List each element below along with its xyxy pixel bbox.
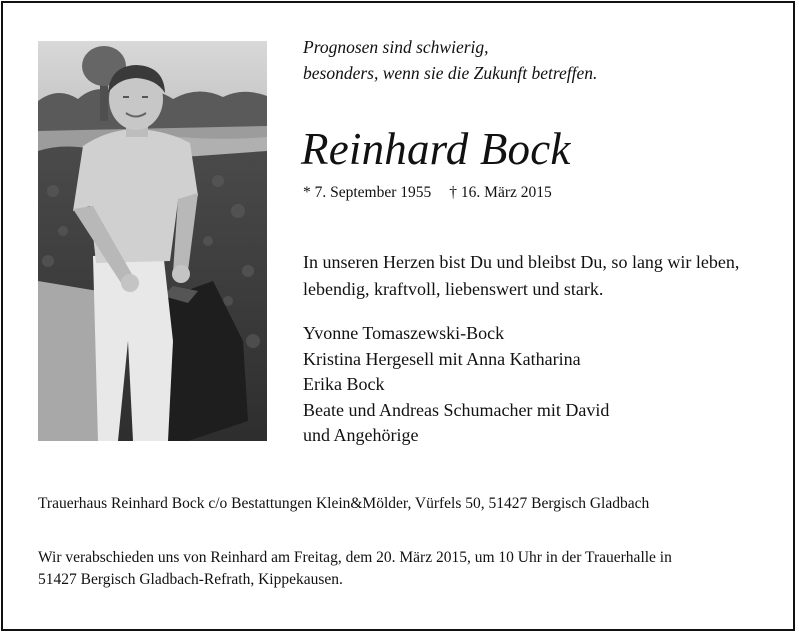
birth-date: * 7. September 1955 [303, 184, 432, 201]
epigraph-quote [303, 34, 597, 86]
mourning-house-address: Trauerhaus Reinhard Bock c/o Bestattungen Klein&Mölder, Vürfels 50, 51427 Bergisch Gladbach [38, 495, 650, 512]
mourner-item: Yvonne Tomaszewski-Bock [303, 323, 505, 343]
quote-line: Prognosen sind schwierig, [303, 37, 489, 57]
verse-line: lebendig, kraftvoll, liebenswert und stark. [303, 279, 604, 299]
service-announcement [38, 547, 672, 591]
death-date: † 16. März 2015 [449, 184, 552, 201]
mourner-item: und Angehörige [303, 425, 419, 445]
portrait-photo [38, 41, 267, 441]
quote-line: besonders, wenn sie die Zukunft betreffen. [303, 63, 598, 83]
mourners-list [303, 321, 609, 449]
service-line: 51427 Bergisch Gladbach-Refrath, Kippekausen. [38, 571, 343, 588]
deceased-name: Reinhard Bock [301, 124, 571, 174]
mourner-item: Erika Bock [303, 374, 385, 394]
memorial-verse [303, 249, 739, 303]
mourner-item: Beate und Andreas Schumacher mit David [303, 399, 610, 420]
service-line: Wir verabschieden uns von Reinhard am Freitag, dem 20. März 2015, um 10 Uhr in der Trauerhalle in [38, 549, 672, 566]
mourner-item: Kristina Hergesell mit Anna Katharina [303, 348, 581, 369]
verse-line: In unseren Herzen bist Du und bleibst Du, so lang wir leben, [303, 252, 740, 272]
life-dates [303, 183, 552, 203]
